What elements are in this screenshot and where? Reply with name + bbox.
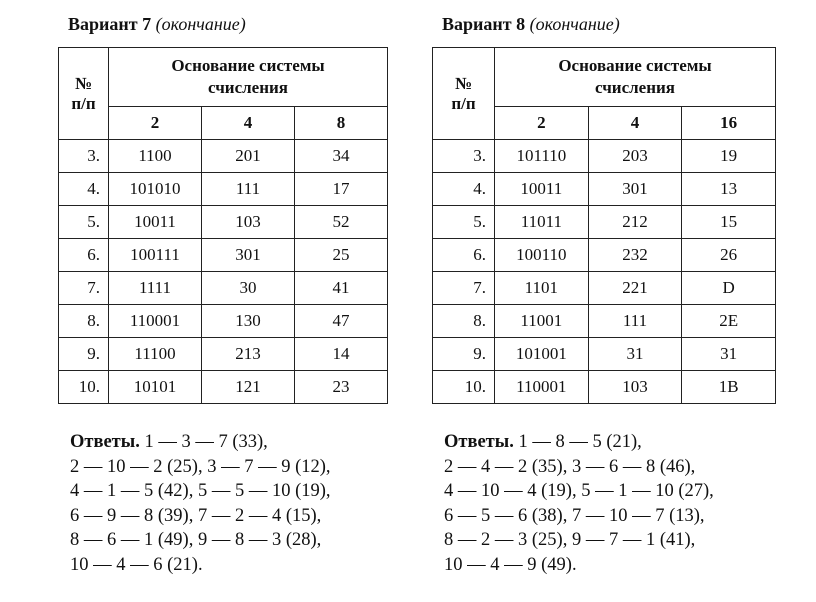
cell-base-2: 101110 <box>495 140 589 173</box>
table-row <box>433 206 776 239</box>
column-header: 4 <box>588 107 682 140</box>
table-row <box>59 140 388 173</box>
cell-base-4: 130 <box>202 305 295 338</box>
table-row <box>59 305 388 338</box>
header-base-line1: Основание системы <box>171 56 325 75</box>
header-base <box>495 48 776 107</box>
cell-base-8: 41 <box>295 272 388 305</box>
cell-base-8: 17 <box>295 173 388 206</box>
cell-base-2: 100110 <box>495 239 589 272</box>
row-number: 3. <box>433 140 495 173</box>
variant-7-title <box>68 14 246 35</box>
answers-text: 1 — 8 — 5 (21), <box>513 432 642 452</box>
cell-base-2: 110001 <box>495 371 589 404</box>
row-number: 7. <box>59 272 109 305</box>
cell-base-4: 103 <box>202 206 295 239</box>
variant-8-title-bold: Вариант 8 <box>442 14 526 34</box>
cell-base-4: 212 <box>588 206 682 239</box>
column-header: 2 <box>109 107 202 140</box>
cell-base-4: 103 <box>588 371 682 404</box>
cell-base-16: 19 <box>682 140 776 173</box>
cell-base-2: 11011 <box>495 206 589 239</box>
cell-base-2: 10101 <box>109 371 202 404</box>
cell-base-4: 213 <box>202 338 295 371</box>
table-row <box>433 239 776 272</box>
cell-base-2: 1111 <box>109 272 202 305</box>
cell-base-16: 13 <box>682 173 776 206</box>
answers-text: 1 — 3 — 7 (33), <box>139 432 268 452</box>
header-base-line2: счисления <box>594 78 675 97</box>
cell-base-8: 34 <box>295 140 388 173</box>
answers-line: 6 — 5 — 6 (38), 7 — 10 — 7 (13), <box>444 505 705 526</box>
cell-base-2: 11001 <box>495 305 589 338</box>
variant-8-answers <box>444 430 714 577</box>
header-base <box>109 48 388 107</box>
cell-base-8: 47 <box>295 305 388 338</box>
header-base-line2: счисления <box>207 78 288 97</box>
cell-base-8: 23 <box>295 371 388 404</box>
header-number-pp: п/п <box>71 93 96 113</box>
cell-base-16: 15 <box>682 206 776 239</box>
row-number: 6. <box>433 239 495 272</box>
column-header: 2 <box>495 107 589 140</box>
cell-base-16: D <box>682 272 776 305</box>
table-row <box>433 305 776 338</box>
cell-base-4: 111 <box>588 305 682 338</box>
variant-8-title <box>442 14 620 35</box>
row-number: 5. <box>59 206 109 239</box>
cell-base-2: 100111 <box>109 239 202 272</box>
cell-base-4: 121 <box>202 371 295 404</box>
answers-line <box>444 430 714 455</box>
row-number: 9. <box>433 338 495 371</box>
answers-line: 10 — 4 — 6 (21). <box>70 554 203 575</box>
table-row <box>433 140 776 173</box>
cell-base-4: 232 <box>588 239 682 272</box>
table-row <box>433 173 776 206</box>
row-number: 5. <box>433 206 495 239</box>
column-header: 16 <box>682 107 776 140</box>
row-number: 10. <box>59 371 109 404</box>
answers-line: 4 — 10 — 4 (19), 5 — 1 — 10 (27), <box>444 481 714 501</box>
answers-line <box>70 430 331 455</box>
table-row <box>433 371 776 404</box>
cell-base-16: 31 <box>682 338 776 371</box>
answers-line: 10 — 4 — 9 (49). <box>444 554 577 575</box>
row-number: 4. <box>59 173 109 206</box>
table-row <box>59 239 388 272</box>
table-row <box>59 338 388 371</box>
cell-base-2: 101010 <box>109 173 202 206</box>
header-number-sign: № <box>74 73 93 93</box>
row-number: 4. <box>433 173 495 206</box>
answers-label: Ответы. <box>70 432 140 452</box>
table-row <box>59 272 388 305</box>
variant-7-title-bold: Вариант 7 <box>68 14 152 34</box>
cell-base-4: 111 <box>202 173 295 206</box>
cell-base-2: 10011 <box>495 173 589 206</box>
cell-base-2: 10011 <box>109 206 202 239</box>
variant-8-table <box>432 47 776 404</box>
row-number: 8. <box>59 305 109 338</box>
cell-base-4: 30 <box>202 272 295 305</box>
answers-line: 8 — 2 — 3 (25), 9 — 7 — 1 (41), <box>444 530 696 550</box>
row-number: 3. <box>59 140 109 173</box>
cell-base-4: 31 <box>588 338 682 371</box>
cell-base-16: 2E <box>682 305 776 338</box>
row-number: 6. <box>59 239 109 272</box>
row-number: 8. <box>433 305 495 338</box>
header-number <box>59 48 109 140</box>
cell-base-16: 26 <box>682 239 776 272</box>
header-base-line1: Основание системы <box>558 56 712 75</box>
table-row <box>433 272 776 305</box>
header-number-sign: № <box>454 73 473 93</box>
cell-base-4: 203 <box>588 140 682 173</box>
cell-base-16: 1B <box>682 371 776 404</box>
variant-7-title-italic: (окончание) <box>155 14 246 34</box>
cell-base-2: 1100 <box>109 140 202 173</box>
answers-line: 8 — 6 — 1 (49), 9 — 8 — 3 (28), <box>70 530 322 550</box>
header-number-pp: п/п <box>451 93 476 113</box>
table-row <box>433 338 776 371</box>
answers-line: 4 — 1 — 5 (42), 5 — 5 — 10 (19), <box>70 481 331 501</box>
cell-base-4: 201 <box>202 140 295 173</box>
cell-base-2: 101001 <box>495 338 589 371</box>
cell-base-8: 52 <box>295 206 388 239</box>
variant-8-title-italic: (окончание) <box>529 14 620 34</box>
row-number: 10. <box>433 371 495 404</box>
answers-line: 6 — 9 — 8 (39), 7 — 2 — 4 (15), <box>70 505 322 526</box>
cell-base-2: 11100 <box>109 338 202 371</box>
row-number: 9. <box>59 338 109 371</box>
table-row <box>59 206 388 239</box>
table-row <box>59 371 388 404</box>
column-header: 4 <box>202 107 295 140</box>
answers-line: 2 — 10 — 2 (25), 3 — 7 — 9 (12), <box>70 456 331 477</box>
table-row <box>59 173 388 206</box>
cell-base-4: 301 <box>588 173 682 206</box>
cell-base-8: 25 <box>295 239 388 272</box>
column-header: 8 <box>295 107 388 140</box>
answers-line: 2 — 4 — 2 (35), 3 — 6 — 8 (46), <box>444 456 696 477</box>
cell-base-2: 110001 <box>109 305 202 338</box>
header-number <box>433 48 495 140</box>
variant-7-answers <box>70 430 331 577</box>
answers-label: Ответы. <box>444 432 514 452</box>
row-number: 7. <box>433 272 495 305</box>
cell-base-4: 301 <box>202 239 295 272</box>
cell-base-2: 1101 <box>495 272 589 305</box>
cell-base-8: 14 <box>295 338 388 371</box>
cell-base-4: 221 <box>588 272 682 305</box>
variant-7-table <box>58 47 388 404</box>
